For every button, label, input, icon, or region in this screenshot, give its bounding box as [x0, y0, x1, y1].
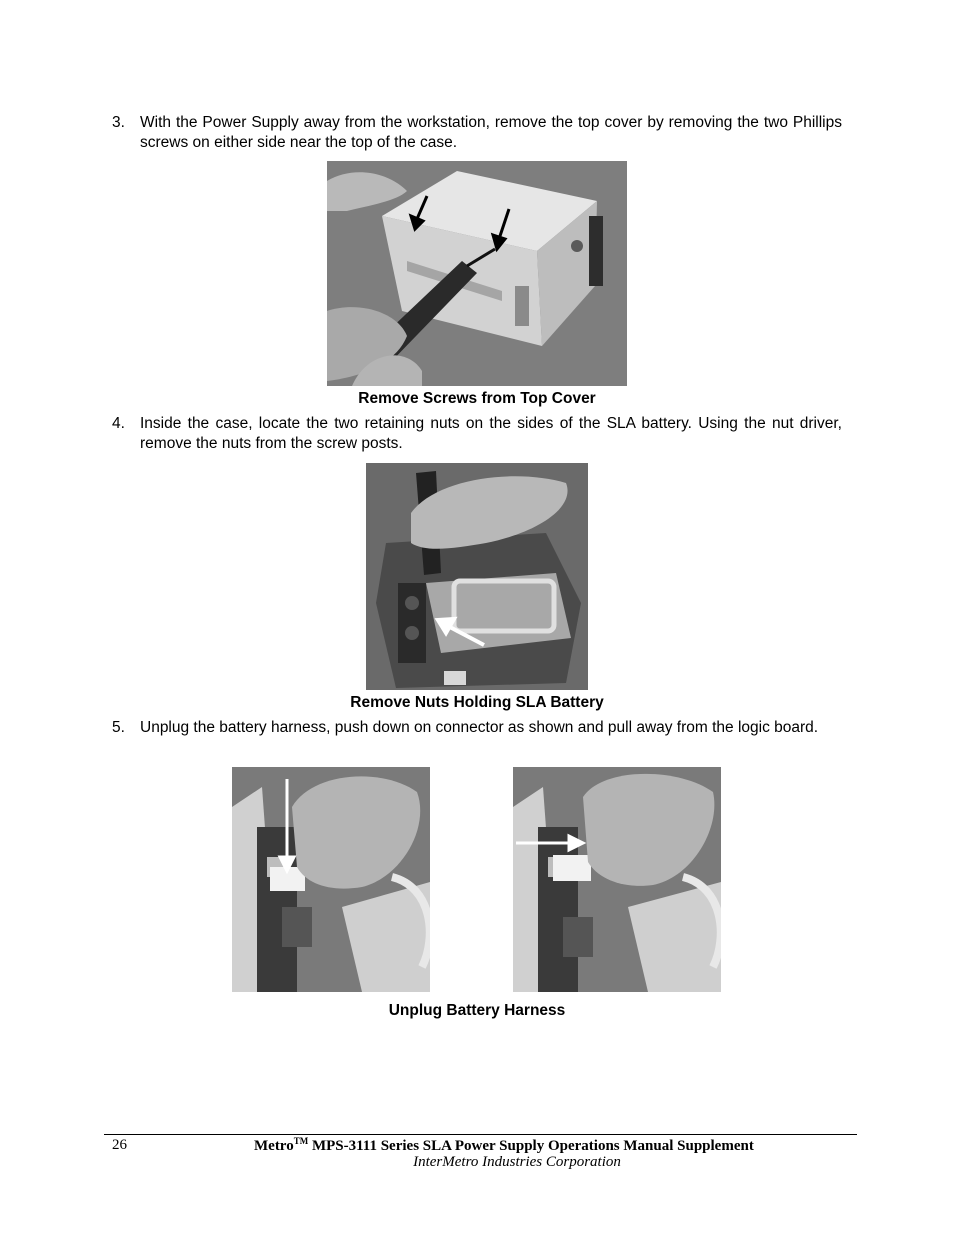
page-number: 26: [112, 1137, 127, 1153]
photo-pull-connector: [513, 767, 721, 992]
photo-remove-screws: [327, 161, 627, 386]
step-3: [112, 113, 842, 153]
footer-title-rest: MPS-3111 Series SLA Power Supply Operations Manual Supplement: [308, 1138, 754, 1154]
caption-unplug-harness: Unplug Battery Harness: [388, 1002, 566, 1019]
photo-remove-nuts: [366, 463, 588, 690]
caption-remove-nuts: Remove Nuts Holding SLA Battery: [350, 694, 604, 711]
footer-company: InterMetro Industries Corporation: [413, 1154, 621, 1170]
step-text: With the Power Supply away from the workstation, remove the top cover by removing the two Phillips screws on either side near the top of the case.: [140, 114, 842, 151]
footer-brand: Metro: [254, 1138, 294, 1154]
photo-push-connector: [232, 767, 430, 992]
step-5: [112, 718, 842, 738]
step-text: Inside the case, locate the two retaining nuts on the sides of the SLA battery. Using the nut driver, remove the nuts from the screw posts.: [140, 415, 842, 452]
step-4: [112, 414, 842, 454]
trademark-mark: TM: [293, 1136, 309, 1146]
step-number: 4.: [112, 415, 125, 432]
footer-title: [254, 1136, 754, 1155]
step-number: 3.: [112, 114, 125, 131]
footer-rule: [104, 1134, 857, 1135]
step-text: Unplug the battery harness, push down on connector as shown and pull away from the logic board.: [140, 719, 819, 736]
caption-remove-screws: Remove Screws from Top Cover: [358, 390, 596, 407]
step-number: 5.: [112, 719, 125, 736]
